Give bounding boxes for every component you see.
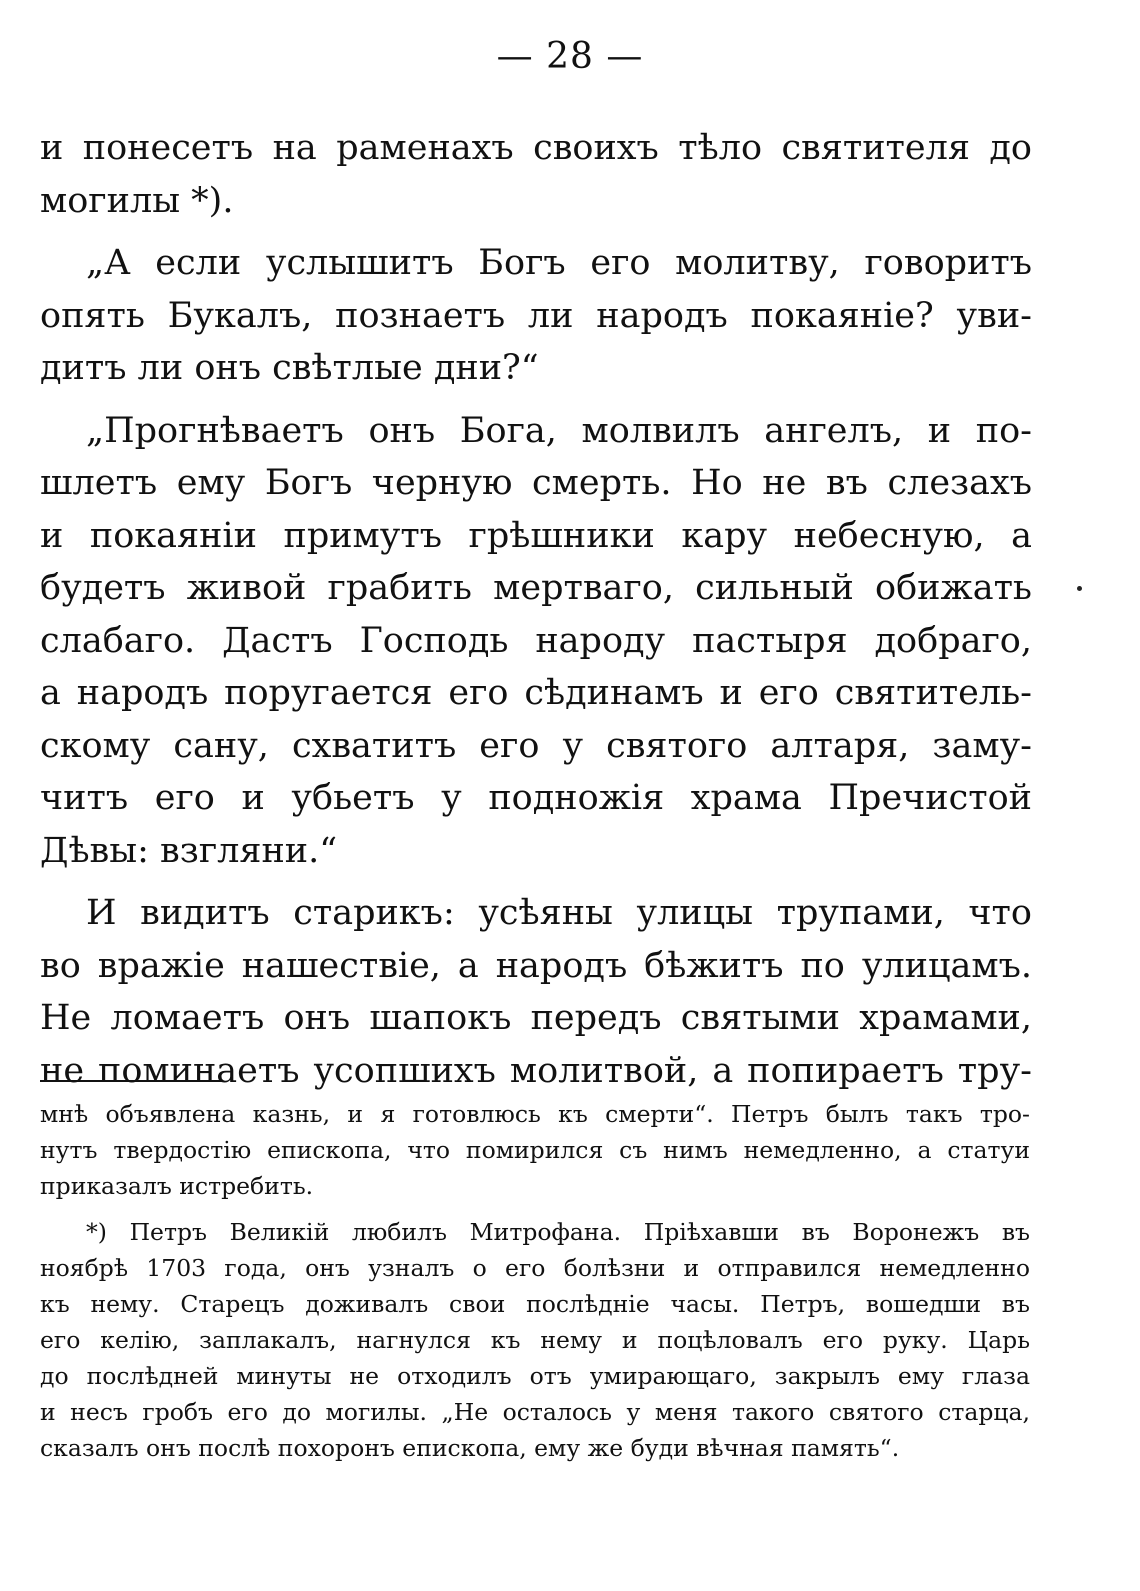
footnote-line: нутъ твердостію епископа, что помирился съ нимъ немедленно, а статуи <box>40 1136 1030 1164</box>
footnote-line: сказалъ онъ послѣ похоронъ епископа, ему же буди вѣчная память“. <box>40 1434 900 1462</box>
main-text <box>40 122 1032 1097</box>
text-line: читъ его и убьетъ у подножія храма Пречистой <box>40 778 1032 818</box>
footnote-line: мнѣ объявлена казнь, и я готовлюсь къ смерти“. Петръ былъ такъ тро- <box>40 1100 1030 1128</box>
text-line: могилы *). <box>40 180 234 221</box>
text-line: а народъ поругается его сѣдинамъ и его святитель- <box>40 673 1032 713</box>
page-number: — 28 — <box>496 36 644 77</box>
text-line: опять Букалъ, познаетъ ли народъ покаяніе? уви- <box>40 295 1032 336</box>
footnote-line: *) Петръ Великій любилъ Митрофана. Пріѣхавши въ Воронежъ въ <box>86 1218 1030 1246</box>
text-line: И видитъ старикъ: усѣяны улицы трупами, что <box>86 893 1032 933</box>
footnote-line: до послѣдней минуты не отходилъ отъ умирающаго, закрылъ ему глаза <box>40 1362 1030 1390</box>
text-line: скому сану, схватитъ его у святого алтаря, заму- <box>40 725 1032 766</box>
footnote-line: и несъ гробъ его до могилы. „Не осталось у меня такого святого старца, <box>40 1398 1030 1426</box>
text-line: во вражіе нашествіе, а народъ бѣжитъ по улицамъ. <box>40 945 1032 986</box>
text-line: дитъ ли онъ свѣтлые дни?“ <box>40 348 539 388</box>
footnote-line: ноябрѣ 1703 года, онъ узналъ о его болѣзни и отправился немедленно <box>40 1254 1030 1282</box>
text-line: шлетъ ему Богъ черную смерть. Но не въ слезахъ <box>40 463 1032 503</box>
text-line: „Прогнѣваетъ онъ Бога, молвилъ ангелъ, и по- <box>86 410 1032 451</box>
text-line: Не ломаетъ онъ шапокъ передъ святыми храмами, <box>40 998 1032 1038</box>
ink-speck <box>1077 586 1082 591</box>
text-line: и понесетъ на раменахъ своихъ тѣло святителя до <box>40 128 1032 168</box>
text-line: слабаго. Дастъ Господь народу пастыря добраго, <box>40 620 1032 661</box>
text-line: и покаяніи примутъ грѣшники кару небесную, а <box>40 515 1032 556</box>
text-line: будетъ живой грабить мертваго, сильный обижать <box>40 568 1032 608</box>
footnote-line: приказалъ истребить. <box>40 1172 314 1200</box>
footnotes <box>40 1096 1030 1466</box>
text-line: не поминаетъ усопшихъ молитвой, а попираетъ тру- <box>40 1050 1032 1091</box>
footnote-line: къ нему. Старецъ доживалъ свои послѣдніе часы. Петръ, вошедши въ <box>40 1290 1030 1318</box>
footnote-divider <box>40 1080 222 1082</box>
text-line: „А если услышитъ Богъ его молитву, говоритъ <box>86 243 1032 283</box>
footnote-line: его келію, заплакалъ, нагнулся къ нему и поцѣловалъ его руку. Царь <box>40 1326 1030 1354</box>
text-line: Дѣвы: взгляни.“ <box>40 830 338 871</box>
